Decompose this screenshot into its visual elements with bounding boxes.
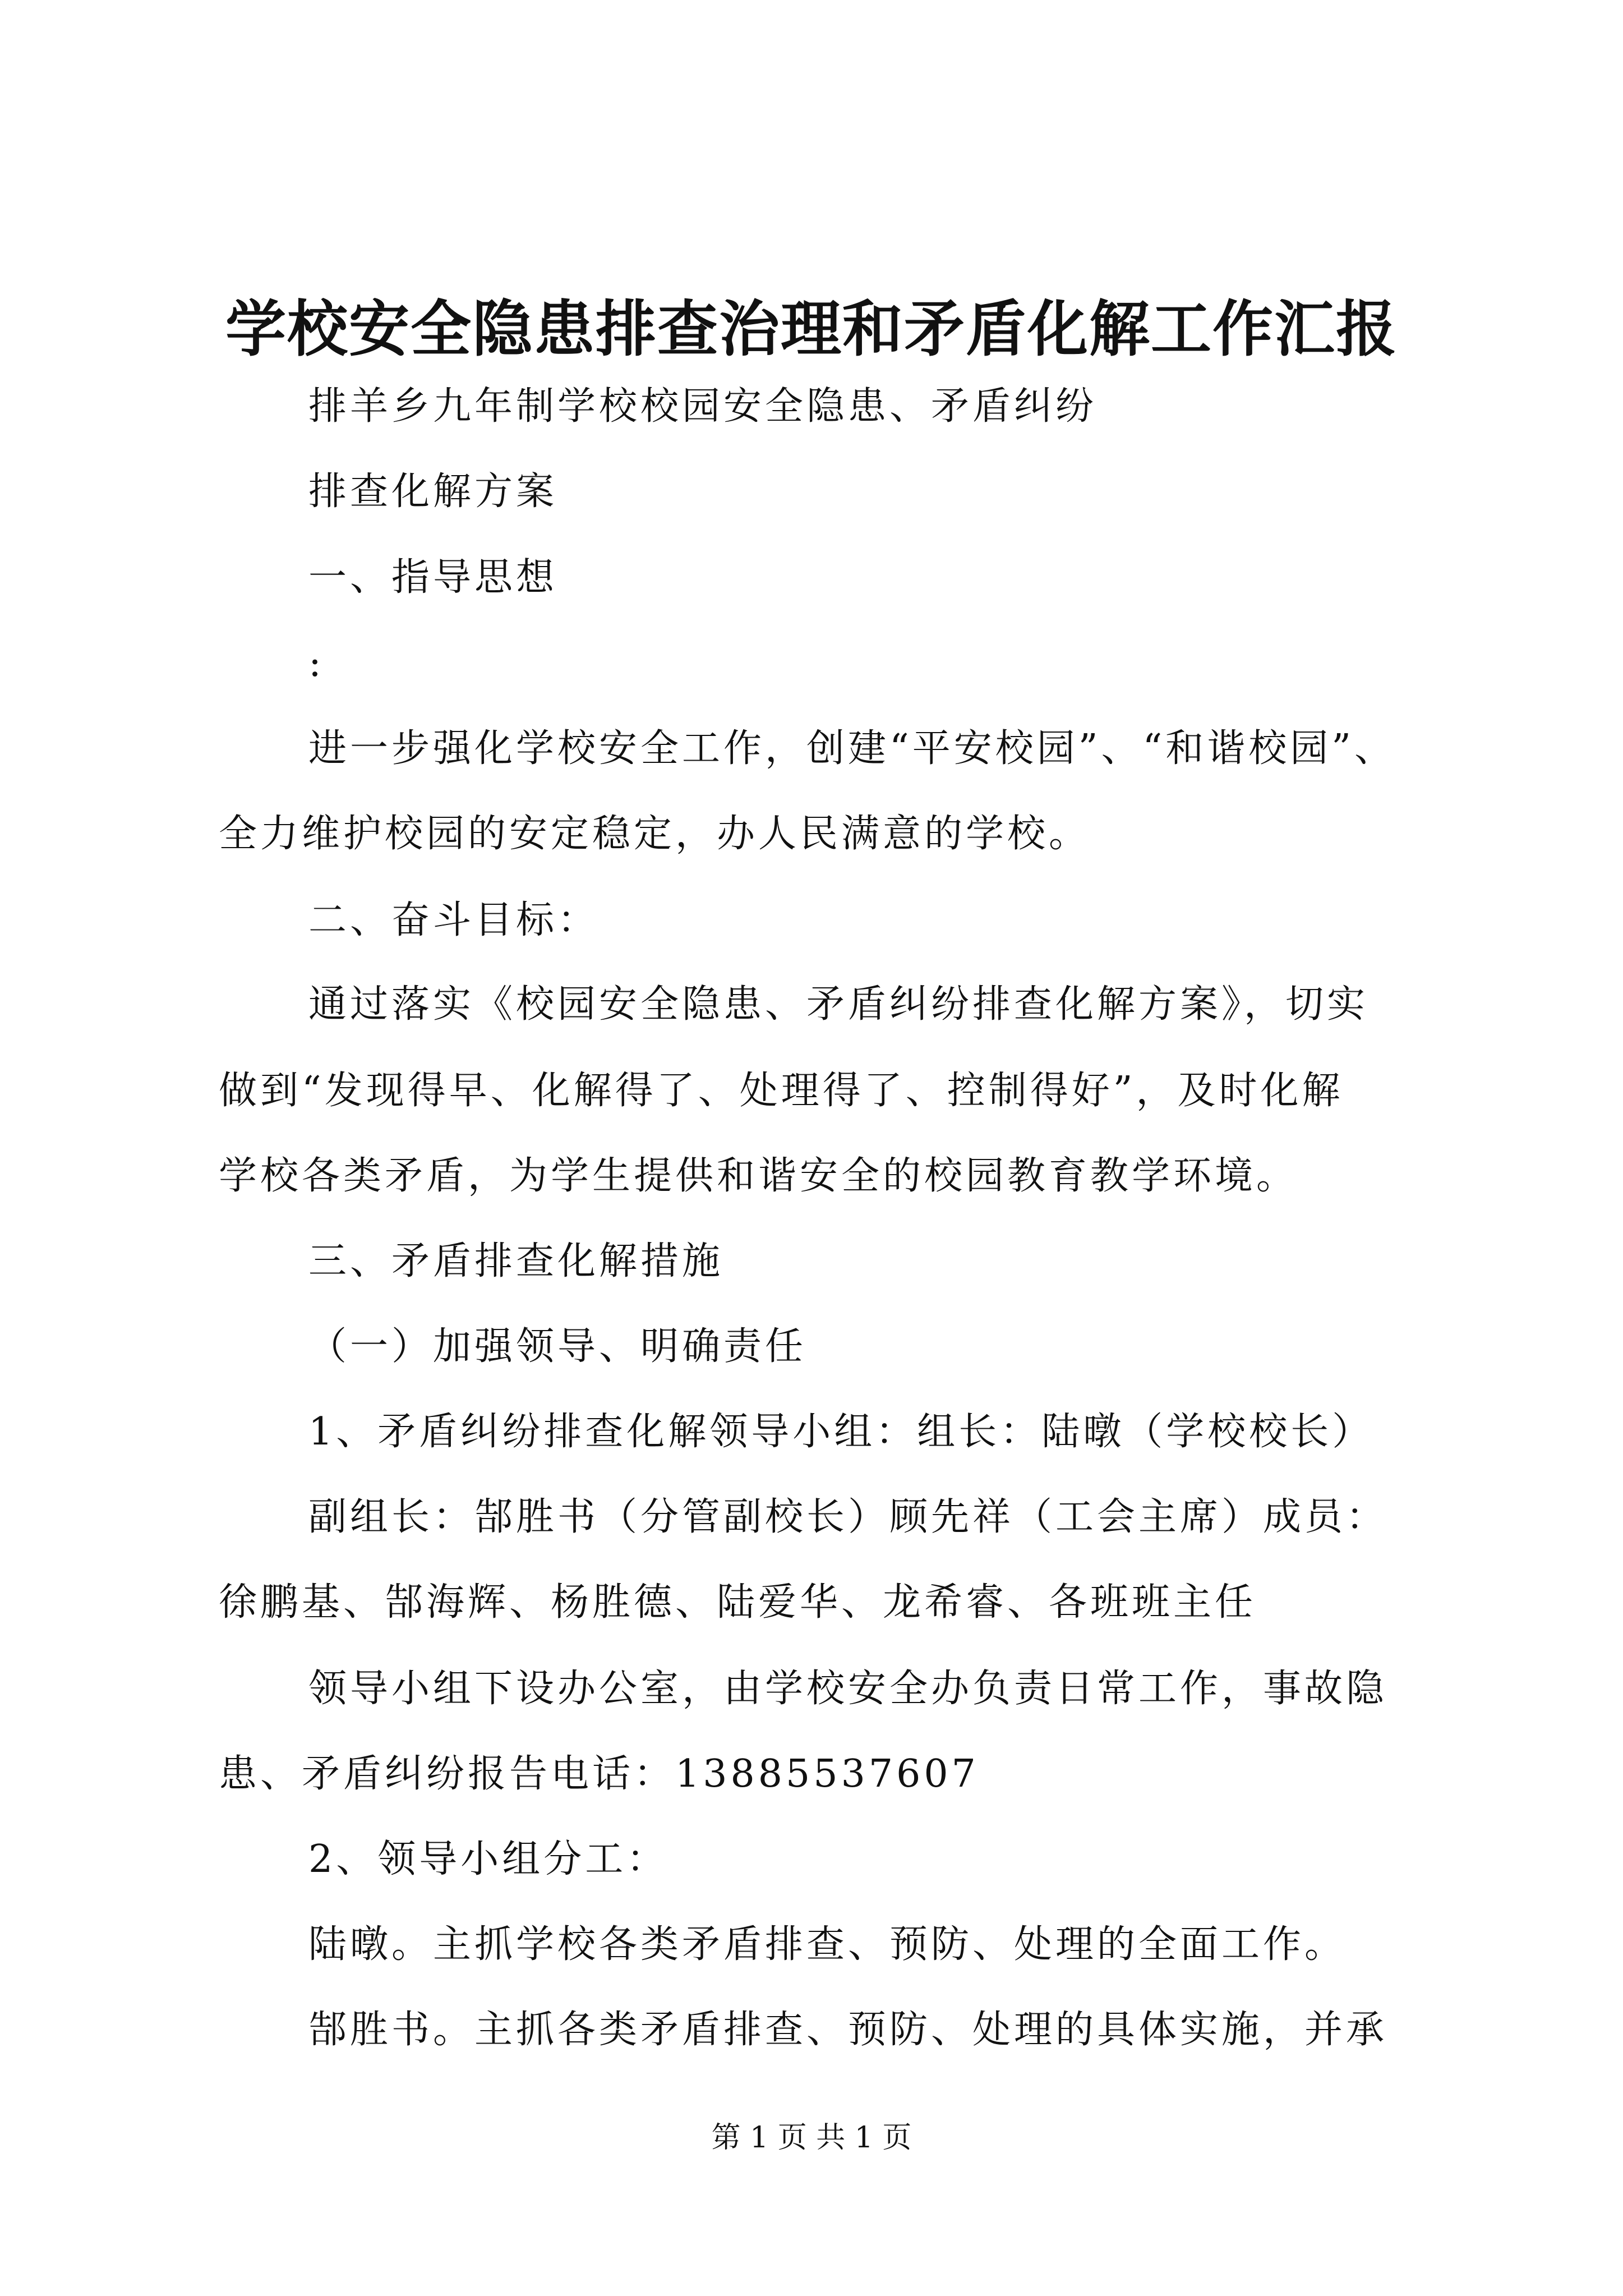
paragraph-line: 副组长：郜胜书（分管副校长）顾先祥（工会主席）成员： [308,1495,1388,1539]
paragraph-line: 2、领导小组分工： [308,1837,668,1881]
paragraph-line: 全力维护校园的安定稳定，办人民满意的学校。 [219,812,1091,856]
paragraph-line: 进一步强化学校安全工作，创建“平安校园”、“和谐校园”、 [308,726,1396,771]
section-heading: 一、指导思想 [308,555,558,600]
page-footer: 第 1 页 共 1 页 [711,2121,912,2155]
paragraph-line: 领导小组下设办公室，由学校安全办负责日常工作，事故隐 [308,1667,1388,1711]
section-heading: 二、奋斗目标： [308,898,600,942]
paragraph-line: 患、矛盾纠纷报告电话：13885537607 [219,1752,979,1796]
subsection-heading: （一）加强领导、明确责任 [308,1324,807,1369]
paragraph-line: 徐鹏基、郜海辉、杨胜德、陆爱华、龙希睿、各班班主任 [219,1580,1257,1625]
paragraph-line: 学校各类矛盾，为学生提供和谐安全的校园教育教学环境。 [219,1154,1298,1198]
paragraph-line: 1、矛盾纠纷排查化解领导小组：组长：陆暾（学校校长） [308,1410,1374,1454]
paragraph-line: 排羊乡九年制学校校园安全隐患、矛盾纠纷 [308,384,1098,429]
paragraph-line: 通过落实《校园安全隐患、矛盾纠纷排查化解方案》，切实 [308,982,1369,1027]
document-title: 学校安全隐患排查治理和矛盾化解工作汇报 [225,294,1398,365]
section-heading: 三、矛盾排查化解措施 [308,1239,724,1283]
paragraph-line: 排查化解方案 [308,470,558,514]
paragraph-line: 做到“发现得早、化解得了、处理得了、控制得好”，及时化解 [219,1069,1344,1113]
paragraph-line: 郜胜书。主抓各类矛盾排查、预防、处理的具体实施，并承 [308,2008,1388,2052]
paragraph-line: : [308,641,325,685]
paragraph-line: 陆暾。主抓学校各类矛盾排查、预防、处理的全面工作。 [308,1922,1347,1967]
